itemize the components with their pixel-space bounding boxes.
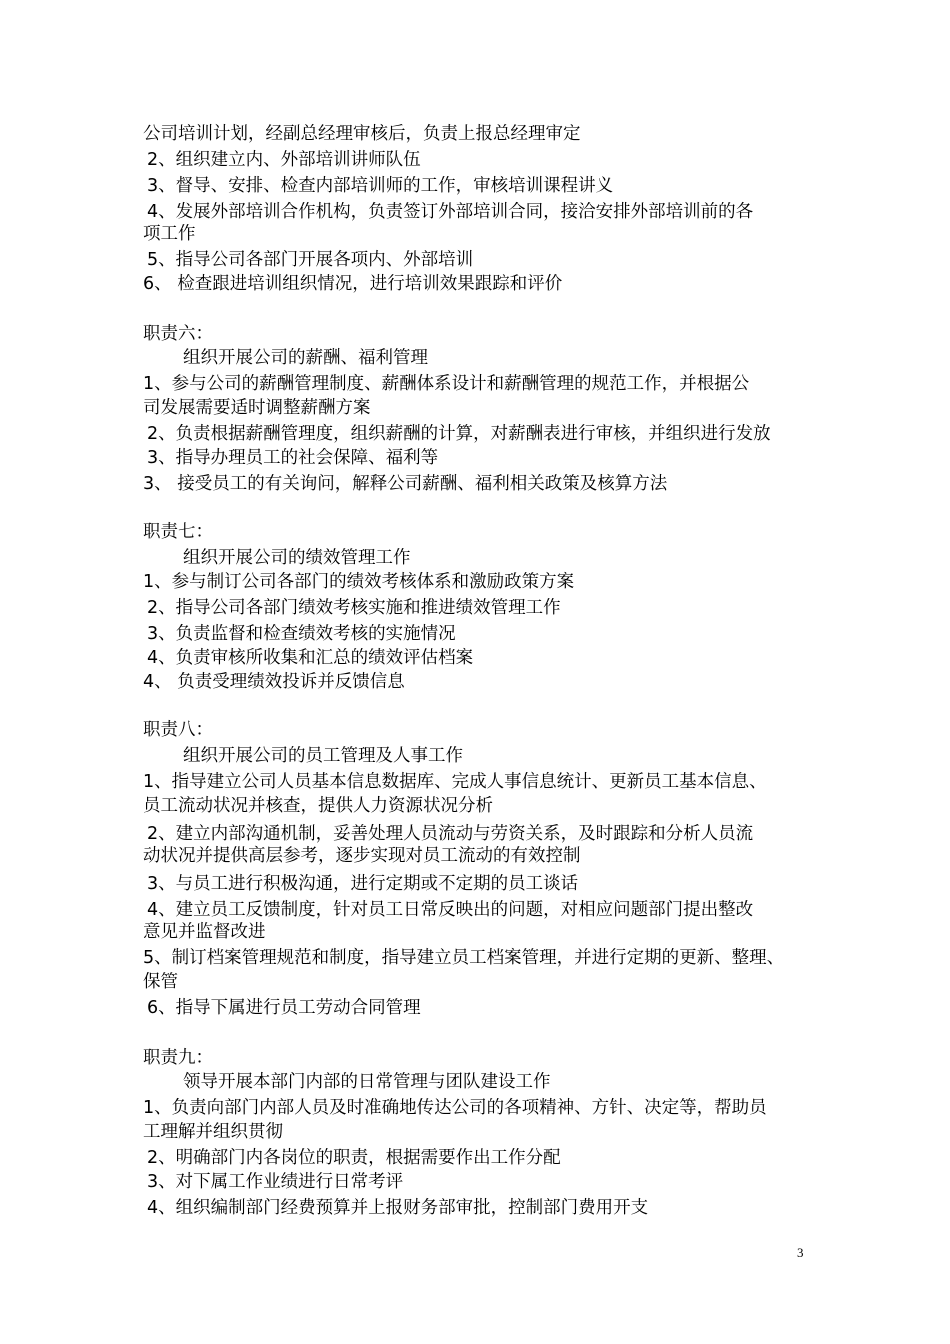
list-item: 1、参与公司的薪酬管理制度、薪酬体系设计和薪酬管理的规范工作，并根据公 bbox=[143, 374, 750, 394]
list-item: 4、建立员工反馈制度，针对员工日常反映出的问题，对相应问题部门提出整改 bbox=[147, 900, 754, 920]
text-line: 动状况并提供高层参考，逐步实现对员工流动的有效控制 bbox=[143, 846, 581, 866]
page-number: 3 bbox=[797, 1245, 804, 1260]
text-line: 员工流动状况并核查，提供人力资源状况分析 bbox=[143, 796, 493, 816]
list-item: 4、组织编制部门经费预算并上报财务部审批，控制部门费用开支 bbox=[147, 1198, 649, 1218]
list-item: 5、制订档案管理规范和制度，指导建立员工档案管理，并进行定期的更新、整理、 bbox=[143, 948, 785, 968]
list-item: 2、指导公司各部门绩效考核实施和推进绩效管理工作 bbox=[147, 598, 561, 618]
list-item: 6、 检查跟进培训组织情况，进行培训效果跟踪和评价 bbox=[143, 274, 563, 294]
list-item: 2、组织建立内、外部培训讲师队伍 bbox=[147, 150, 421, 170]
list-item: 4、发展外部培训合作机构，负责签订外部培训合同，接洽安排外部培训前的各 bbox=[147, 202, 754, 222]
section-subtitle: 领导开展本部门内部的日常管理与团队建设工作 bbox=[183, 1072, 551, 1092]
section-subtitle: 组织开展公司的员工管理及人事工作 bbox=[183, 746, 463, 766]
list-item: 4、负责审核所收集和汇总的绩效评估档案 bbox=[147, 648, 474, 668]
list-item: 1、参与制订公司各部门的绩效考核体系和激励政策方案 bbox=[143, 572, 575, 592]
list-item: 2、建立内部沟通机制，妥善处理人员流动与劳资关系，及时跟踪和分析人员流 bbox=[147, 824, 754, 844]
section-heading: 职责七： bbox=[143, 522, 213, 542]
text-line: 保管 bbox=[143, 972, 178, 992]
text-line: 司发展需要适时调整薪酬方案 bbox=[143, 398, 371, 418]
list-item: 3、指导办理员工的社会保障、福利等 bbox=[147, 448, 439, 468]
list-item: 3、 接受员工的有关询问，解释公司薪酬、福利相关政策及核算方法 bbox=[143, 474, 668, 494]
section-heading: 职责九： bbox=[143, 1048, 213, 1068]
list-item: 2、负责根据薪酬管理度，组织薪酬的计算，对薪酬表进行审核，并组织进行发放 bbox=[147, 424, 771, 444]
list-item: 4、 负责受理绩效投诉并反馈信息 bbox=[143, 672, 405, 692]
list-item: 3、与员工进行积极沟通，进行定期或不定期的员工谈话 bbox=[147, 874, 579, 894]
list-item: 1、指导建立公司人员基本信息数据库、完成人事信息统计、更新员工基本信息、 bbox=[143, 772, 767, 792]
section-subtitle: 组织开展公司的薪酬、福利管理 bbox=[183, 348, 428, 368]
list-item: 1、负责向部门内部人员及时准确地传达公司的各项精神、方针、决定等，帮助员 bbox=[143, 1098, 767, 1118]
section-subtitle: 组织开展公司的绩效管理工作 bbox=[183, 548, 411, 568]
list-item: 5、指导公司各部门开展各项内、外部培训 bbox=[147, 250, 474, 270]
section-heading: 职责六： bbox=[143, 324, 213, 344]
list-item: 2、明确部门内各岗位的职责，根据需要作出工作分配 bbox=[147, 1148, 561, 1168]
list-item: 3、负责监督和检查绩效考核的实施情况 bbox=[147, 624, 456, 644]
section-heading: 职责八： bbox=[143, 720, 213, 740]
text-line: 工理解并组织贯彻 bbox=[143, 1122, 283, 1142]
text-line: 意见并监督改进 bbox=[143, 922, 266, 942]
list-item: 3、督导、安排、检查内部培训师的工作，审核培训课程讲义 bbox=[147, 176, 614, 196]
text-line: 公司培训计划，经副总经理审核后，负责上报总经理审定 bbox=[143, 124, 581, 144]
text-line: 项工作 bbox=[143, 224, 196, 244]
list-item: 6、指导下属进行员工劳动合同管理 bbox=[147, 998, 421, 1018]
list-item: 3、对下属工作业绩进行日常考评 bbox=[147, 1172, 404, 1192]
